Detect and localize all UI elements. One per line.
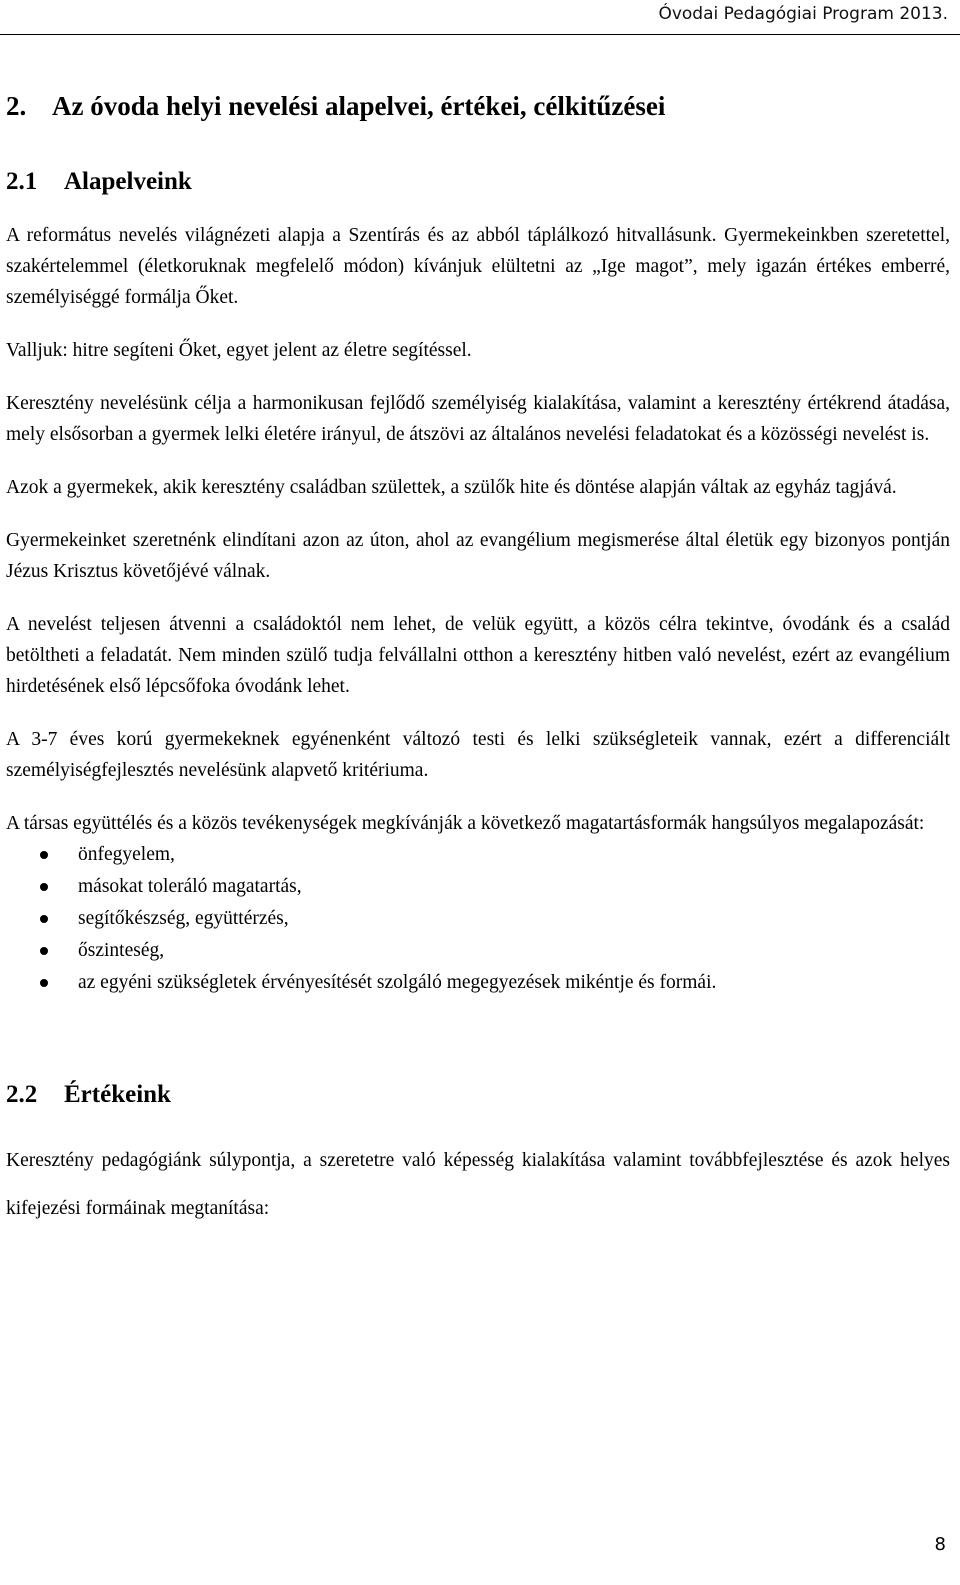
list-item: őszinteség, [6, 935, 950, 967]
bullet-list [6, 839, 950, 999]
subsection-heading-ertekeink [6, 1075, 950, 1115]
list-item: az egyéni szükségletek érvényesítését szolgáló megegyezések mikéntje és formái. [6, 967, 950, 999]
bullet-icon [40, 947, 48, 955]
subsection-number: 2.1 [6, 168, 38, 195]
paragraph: A 3-7 éves korú gyermekeknek egyénenként változó testi és lelki szükségleteik vannak, ezért a differenciált személyiségfejlesztés nevelésünk alapvető kritériuma. [6, 729, 950, 781]
paragraph: Keresztény pedagógiánk súlypontja, a szeretetre való képesség kialakítása valamint továbbfejlesztése és azok helyes kifejezési formáinak megtanítása: [6, 1150, 950, 1219]
paragraph: A társas együttélés és a közös tevékenységek megkívánják a következő magatartásformák hangsúlyos megalapozását: [6, 813, 925, 834]
bullet-icon [40, 979, 48, 987]
subsection-title: Értékeink [64, 1081, 171, 1108]
subsection-number: 2.2 [6, 1081, 38, 1108]
paragraph: Azok a gyermekek, akik keresztény családban születtek, a szülők hite és döntése alapján váltak az egyház tagjává. [6, 477, 897, 498]
paragraph: Valljuk: hitre segíteni Őket, egyet jelent az életre segítéssel. [6, 340, 472, 361]
paragraph: A nevelést teljesen átvenni a családoktól nem lehet, de velük együtt, a közös célra tekintve, óvodánk és a család betöltheti a feladatát. Nem minden szülő tudja felvállalni otthon a keresztény hitben való nevelést, ezért az evangélium hirdetésének első lépcsőfoka óvodánk lehet. [6, 614, 950, 697]
values-paragraph-wrap [6, 1137, 950, 1233]
bullet-icon [40, 883, 48, 891]
page-number: 8 [934, 1534, 946, 1555]
paragraph: Gyermekeinket szeretnénk elindítani azon az úton, ahol az evangélium megismerése által életük egy bizonyos pontján Jézus Krisztus követőjévé válnak. [6, 530, 950, 582]
paragraph: Keresztény nevelésünk célja a harmonikusan fejlődő személyiség kialakítása, valamint a keresztény értékrend átadása, mely elsősorban a gyermek lelki életére irányul, de átszövi az általános nevelési feladatokat és a közösségi nevelést is. [6, 393, 950, 445]
header-rule [0, 34, 960, 35]
bullet-icon [40, 851, 48, 859]
subsection-heading-alapelveink [6, 162, 950, 202]
section-number: 2. [6, 91, 27, 121]
list-item: önfegyelem, [6, 839, 950, 871]
section-title: Az óvoda helyi nevelési alapelvei, értékei, célkitűzései [52, 91, 666, 121]
section-heading [6, 84, 950, 128]
list-item: másokat toleráló magatartás, [6, 871, 950, 903]
bullet-icon [40, 915, 48, 923]
page-content [6, 84, 950, 1233]
running-header: Óvodai Pedagógiai Program 2013. [658, 4, 948, 24]
list-item: segítőkészség, együttérzés, [6, 903, 950, 935]
subsection-title: Alapelveink [64, 168, 192, 195]
paragraph: A református nevelés világnézeti alapja a Szentírás és az abból táplálkozó hitvallásunk. Gyermekeinkben szeretettel, szakértelemmel (életkoruknak megfelelő módon) kívánjuk elültetni az „Ige magot”, mely igazán értékes emberré, személyiséggé formálja Őket. [6, 225, 950, 308]
